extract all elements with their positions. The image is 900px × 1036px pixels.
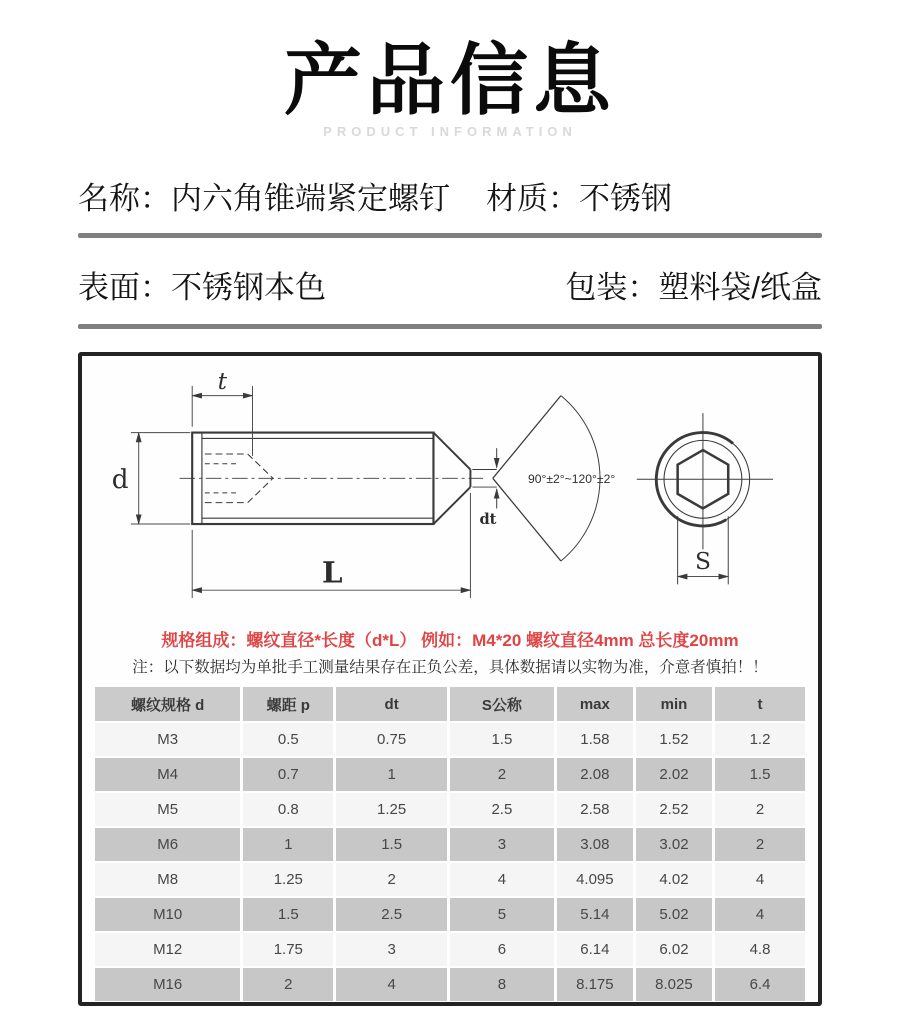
- table-cell: 3: [336, 933, 447, 966]
- table-cell: 4: [715, 898, 805, 931]
- attribute-line-2: [78, 262, 822, 307]
- table-cell: M16: [95, 968, 240, 1001]
- product-name: 名称：内六角锥端紧定螺钉: [78, 181, 450, 217]
- cone-angle-label: 90°±2°~120°±2°: [527, 472, 616, 487]
- table-cell: 1.5: [450, 723, 554, 756]
- table-cell: 2: [450, 758, 554, 791]
- table-row: [95, 968, 805, 1001]
- table-cell: 4.8: [715, 933, 805, 966]
- table-cell: 1.25: [336, 793, 447, 826]
- table-row: [95, 758, 805, 791]
- table-row: [95, 723, 805, 756]
- column-header: S公称: [450, 687, 554, 721]
- attribute-line-1: [78, 173, 822, 218]
- table-cell: 0.7: [243, 758, 333, 791]
- dim-label-s: S: [694, 546, 711, 575]
- column-header: max: [557, 687, 633, 721]
- product-attributes: [78, 173, 822, 329]
- divider-line: [78, 324, 822, 329]
- table-cell: 1.25: [243, 863, 333, 896]
- page-title: 产品信息: [283, 36, 616, 124]
- table-cell: 3.02: [636, 828, 712, 861]
- spec-panel: [78, 352, 822, 1006]
- spec-composition-note: 规格组成：螺纹直径*长度（d*L） 例如：M4*20 螺纹直径4mm 总长度20mm: [161, 631, 739, 651]
- product-material: 材质：不锈钢: [486, 181, 672, 217]
- divider-line: [78, 233, 822, 238]
- table-cell: 1.5: [243, 898, 333, 931]
- table-cell: 2.02: [636, 758, 712, 791]
- table-cell: M12: [95, 933, 240, 966]
- table-cell: 1.58: [557, 723, 633, 756]
- table-cell: 2.5: [450, 793, 554, 826]
- table-cell: 6.14: [557, 933, 633, 966]
- table-cell: 1.75: [243, 933, 333, 966]
- table-cell: 3: [450, 828, 554, 861]
- table-cell: 1.52: [636, 723, 712, 756]
- table-cell: 1: [336, 758, 447, 791]
- table-cell: M5: [95, 793, 240, 826]
- spec-table: [92, 685, 808, 1003]
- table-cell: 1.5: [336, 828, 447, 861]
- column-header: t: [715, 687, 805, 721]
- column-header: 螺距 p: [243, 687, 333, 721]
- table-cell: 5.14: [557, 898, 633, 931]
- table-cell: 6.02: [636, 933, 712, 966]
- dim-label-d: d: [111, 465, 129, 496]
- screw-technical-drawing: [92, 358, 808, 620]
- table-cell: 2.58: [557, 793, 633, 826]
- measurement-disclaimer: 注：以下数据均为单批手工测量结果存在正负公差，具体数据请以实物为准，介意者慎拍！！: [132, 659, 768, 677]
- table-cell: 6.4: [715, 968, 805, 1001]
- table-cell: 2: [715, 793, 805, 826]
- table-cell: 4.095: [557, 863, 633, 896]
- table-cell: M3: [95, 723, 240, 756]
- table-cell: 0.75: [336, 723, 447, 756]
- column-header: min: [636, 687, 712, 721]
- table-cell: 2: [336, 863, 447, 896]
- table-cell: 3.08: [557, 828, 633, 861]
- table-cell: 8.025: [636, 968, 712, 1001]
- table-cell: 1: [243, 828, 333, 861]
- dim-label-dt: dt: [479, 511, 497, 529]
- table-cell: 5: [450, 898, 554, 931]
- table-cell: 2.52: [636, 793, 712, 826]
- table-cell: 8.175: [557, 968, 633, 1001]
- table-row: [95, 863, 805, 896]
- table-row: [95, 898, 805, 931]
- table-cell: 2: [715, 828, 805, 861]
- spec-table-header-row: [95, 687, 805, 721]
- column-header: 螺纹规格 d: [95, 687, 240, 721]
- table-row: [95, 793, 805, 826]
- product-package: 包装：塑料袋/纸盒: [565, 270, 822, 306]
- page-subtitle: PRODUCT INFORMATION: [323, 124, 577, 140]
- table-cell: 8: [450, 968, 554, 1001]
- table-cell: 5.02: [636, 898, 712, 931]
- side-view: [180, 433, 484, 524]
- table-cell: M10: [95, 898, 240, 931]
- table-cell: 4: [450, 863, 554, 896]
- dim-label-L: L: [322, 555, 343, 590]
- table-cell: 1.5: [715, 758, 805, 791]
- table-cell: 4: [715, 863, 805, 896]
- table-cell: 2.08: [557, 758, 633, 791]
- table-row: [95, 828, 805, 861]
- title-block: [0, 0, 900, 139]
- table-cell: 2: [243, 968, 333, 1001]
- column-header: dt: [336, 687, 447, 721]
- table-cell: 0.5: [243, 723, 333, 756]
- table-cell: 4: [336, 968, 447, 1001]
- table-cell: 6: [450, 933, 554, 966]
- table-cell: 2.5: [336, 898, 447, 931]
- table-cell: 1.2: [715, 723, 805, 756]
- spec-table-body: [95, 723, 805, 1001]
- dimension-lines: [131, 386, 471, 598]
- table-cell: M6: [95, 828, 240, 861]
- table-cell: 0.8: [243, 793, 333, 826]
- dim-label-t: t: [217, 366, 228, 395]
- table-cell: M8: [95, 863, 240, 896]
- product-surface: 表面：不锈钢本色: [78, 270, 326, 306]
- table-cell: M4: [95, 758, 240, 791]
- table-row: [95, 933, 805, 966]
- table-cell: 4.02: [636, 863, 712, 896]
